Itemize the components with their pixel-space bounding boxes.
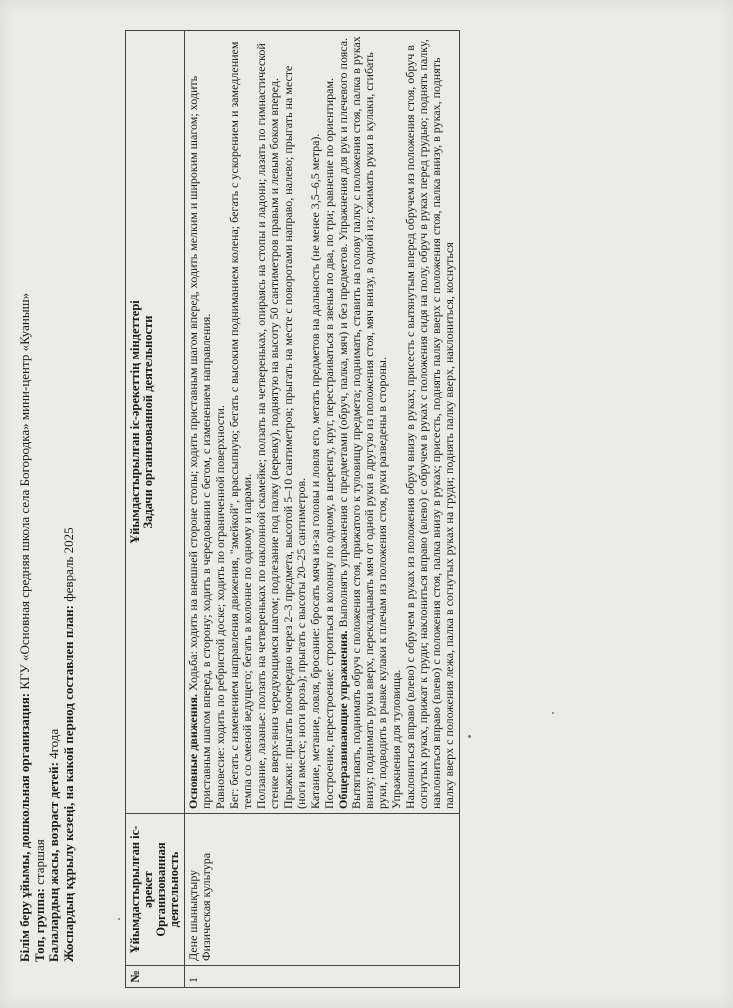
plan-table bbox=[125, 30, 460, 988]
header-tasks: Ұйымдастырылған іс-әрекеттің міндеттері Задачи организованной деятельности bbox=[126, 31, 185, 814]
row-number: 1 bbox=[185, 966, 460, 988]
formation-text: Построение, перестроение: строиться в колонну по одному, в шеренгу, круг, перестраиваться в звенья по два, по три; равнение по ориентирам. bbox=[322, 77, 336, 809]
torso-exercises-text: Наклониться вправо (влево) с обручем в руках из положения обруч внизу в руках; присесть с вытянутым вперед обручем из положения стоя, обруч в согнутых руках, прижат к груди; наклониться вправо (влево) с обручем в руках с положения сидя на полу, обруч в руках перед грудью; поднять палку, наклониться вправо (влево) с положения стоя, палка внизу в руках; присесть, поднять палку вверх с положения стоя, палка внизу, в руках, поднять палку вверх с положения лежа, палка в согнутых руках на груди; поднять палку вверх, наклониться, коснуться bbox=[403, 39, 456, 809]
organization-line: Білім беру ұйымы, дошкольная организация: КГУ «Основная средняя школа села Богородка» мини-центр «Куаныш» bbox=[17, 292, 32, 962]
document-header bbox=[18, 62, 76, 962]
balance-text: Равновесие: ходить по ребристой доске; ходить по ограниченной поверхности. bbox=[213, 405, 227, 809]
tasks-cell bbox=[185, 31, 460, 814]
torso-exercises-title: Упражнения для туловища. bbox=[389, 669, 403, 809]
crawling-text: Ползание, лазанье: ползать на четвереньках по наклонной скамейке; ползать на четвереньках, опираясь на стопы и ладони; лазать по гимнастической стенке вверх-вниз чередующимся шагом; подлезание под палку (веревку), поднятую на высоту 50 сантиметров правым и левым боком вперед. bbox=[254, 43, 281, 809]
age-line: Балалардың жасы, возраст детей: 4года bbox=[46, 728, 61, 962]
header-number: № bbox=[126, 966, 185, 988]
period-line: Жоспардың құрылу кезеңі, на какой период составлен план: февраль 2025 bbox=[60, 527, 76, 962]
scan-speck bbox=[468, 735, 471, 738]
group-line: Топ, группа: старшая bbox=[31, 839, 47, 962]
running-text: Бег: бегать с изменением направления движения, "змейкой", врассыпную; бегать с высоким подниманием колена; бегать с ускорением и замедлением темпа со сменой ведущего; бегать в колонне по одному и парами. bbox=[227, 41, 254, 809]
general-exercises: Общеразвивающие упражнения. Выполнять упражнения с предметами (обруч, палка, мяч) и без предметов. Упражнения для рук и плечевого пояса. Вытягивать, поднимать обруч с положения стоя, прижатого к туловищу предмета; поднимать, ставить на голову палку с положения стоя, палка в руках внизу; поднимать руки вверх, перекладывать мяч от одной руки в другую из положения стоя, мяч внизу, в одной из; сжимать руки в кулаки, сгибать руки, подводить в рывке кулаки к плечам из положения стоя, руки разведены в стороны. bbox=[336, 36, 389, 809]
main-movements: Основные движения. Ходьба: ходить на внешней стороне стопы; ходить приставным шагом вперед, ходить мелким и широким шагом; ходить приставным шагом вперед, в сторону; ходить в чередовании с бегом, с изменением направления. bbox=[186, 75, 213, 809]
activity-cell: Дене шынықтыру Физическая культура bbox=[185, 814, 460, 966]
throwing-text: Катание, метание, ловля, бросание: бросать мяча из-за головы и ловля его, метать предметов на дальность (не менее 3,5–6,5 метра). bbox=[308, 133, 322, 809]
header-activity: Ұйымдастырылған іс-әрекет Организованная деятельность bbox=[126, 814, 185, 966]
scan-speck bbox=[552, 712, 554, 714]
table-row bbox=[185, 31, 460, 988]
scan-speck bbox=[118, 918, 120, 920]
jumping-text: Прыжки: прыгать поочередно через 2–3 предмета, высотой 5–10 сантиметров; прыгать на месте с поворотами направо, налево; прыгать на месте (ноги вместе; ноги врозь); прыгать с высоты 20–25 сантиметров. bbox=[281, 65, 308, 809]
table-header-row bbox=[126, 31, 185, 988]
